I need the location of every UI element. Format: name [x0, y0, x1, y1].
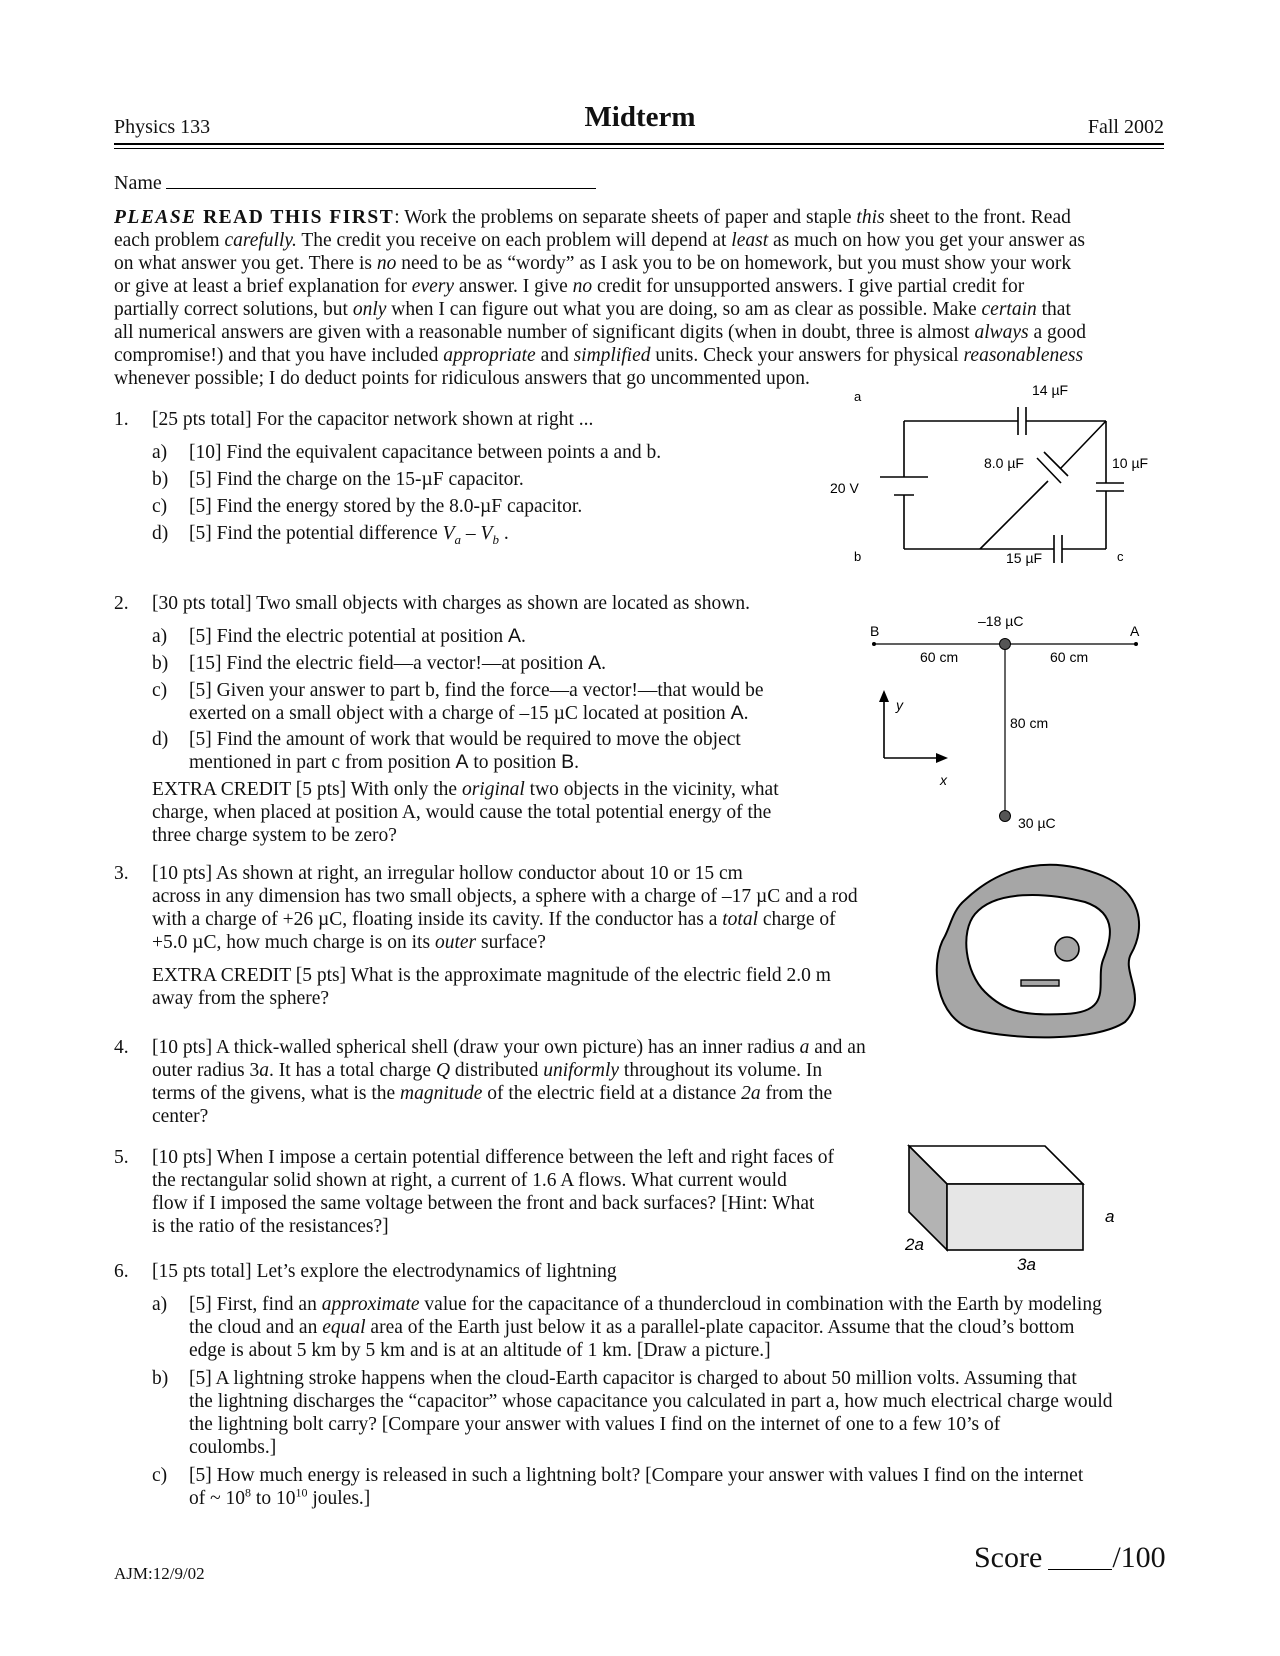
question-number: 4. — [114, 1037, 129, 1058]
question-stem: [25 pts total] For the capacitor network shown at right ... — [152, 409, 594, 430]
please-label: PLEASE READ THIS FIRST — [114, 207, 395, 228]
hollow-conductor-figure — [935, 862, 1155, 1042]
c14-label: 14 µF — [1032, 382, 1069, 398]
question-stem: [30 pts total] Two small objects with charges as shown are located as shown. — [152, 593, 750, 614]
instructions: PLEASE READ THIS FIRST: Work the problems on separate sheets of paper and staple this sheet to the front. Read each problem carefully. The credit you receive on each problem will depend at least as much on how you get your answer as on what answer you get. There is no need to be as “wordy” as I ask you to be on homework, but you must show your work or give at least a brief explanation for every answer. I give no credit for unsupported answers. I give partial credit for partially correct solutions, but only when I can figure out what you are doing, so am as clear as possible. Make certain that all numerical answers are given with a reasonable number of significant digits (when in doubt, three is almost always a good compromise!) and that you have included appropriate and simplified units. Check your answers for physical reasonableness whenever possible; I do deduct points for ridiculous answers that go uncommented upon. — [114, 207, 1087, 389]
distance-1-label: 60 cm — [920, 649, 959, 665]
height-label: a — [1105, 1207, 1115, 1226]
extra-credit-2: EXTRA CREDIT [5 pts] With only the original two objects in the vicinity, what charge, when placed at position A, would cause the total potential energy of the three charge system to be zero? — [152, 779, 779, 846]
axes-icon — [884, 698, 940, 758]
question-text: [10 pts] As shown at right, an irregular hollow conductor about 10 or 15 cm across in any dimension has two small objects, a sphere with a charge of –17 µC and a rod with a charge of +26 µC, floating inside its cavity. If the conductor has a total charge of +5.0 µC, how much charge is on its outer surface? EXTRA CREDIT [5 pts] What is the approximate magnitude of the electric field 2.0 m away from the sphere? — [152, 863, 858, 1009]
position-a-dot — [1134, 642, 1138, 646]
charge-2-dot — [1000, 811, 1011, 822]
c15-label: 15 µF — [1006, 550, 1043, 566]
distance-3-label: 80 cm — [1010, 715, 1049, 731]
header-rule-thin — [114, 148, 1164, 149]
page-title: Midterm — [584, 101, 696, 133]
rod-charge — [1021, 980, 1059, 986]
rectangular-solid-figure — [905, 1140, 1145, 1274]
question-number: 3. — [114, 863, 129, 884]
charge-2-label: 30 µC — [1018, 815, 1056, 831]
position-a-label: A — [1130, 623, 1140, 639]
depth-label: 2a — [905, 1235, 924, 1254]
distance-2-label: 60 cm — [1050, 649, 1089, 665]
document-id: AJM:12/9/02 — [114, 1564, 205, 1583]
term: Fall 2002 — [1087, 116, 1164, 138]
score-blank — [1048, 1546, 1112, 1570]
c10-label: 10 µF — [1112, 455, 1149, 471]
name-field — [114, 170, 596, 195]
score-total: /100 — [1112, 1541, 1166, 1574]
node-c-label: c — [1117, 549, 1124, 564]
charge-1-dot — [1000, 639, 1011, 650]
name-blank — [166, 170, 596, 189]
c8-label: 8.0 µF — [984, 455, 1024, 471]
question-stem: [15 pts total] Let’s explore the electrodynamics of lightning — [152, 1261, 617, 1282]
question-text: [10 pts] When I impose a certain potential difference between the left and right faces of the rectangular solid shown at right, a current of 1.6 A flows. What current would flow if I imposed the same voltage between the front and back surfaces? [Hint: What is the ratio of the resistances?] — [152, 1147, 835, 1237]
question-number: 2. — [114, 593, 129, 614]
battery-label: 20 V — [830, 480, 859, 496]
question-text: [10 pts] A thick-walled spherical shell (draw your own picture) has an inner radius a and an outer radius 3a. It has a total charge Q distributed uniformly throughout its volume. In terms of the givens, what is the magnitude of the electric field at a distance 2a from the center? — [152, 1037, 866, 1127]
charges-figure — [860, 610, 1160, 835]
question-number: 6. — [114, 1261, 129, 1282]
capacitor-network-figure — [830, 382, 1160, 575]
charge-1-label: –18 µC — [978, 613, 1024, 629]
x-axis-label: x — [940, 772, 947, 788]
sphere-charge — [1055, 937, 1079, 961]
score-box — [974, 1541, 1166, 1574]
question-number: 1. — [114, 409, 129, 430]
node-a-label: a — [854, 389, 862, 404]
course-name: Physics 133 — [114, 116, 211, 138]
position-b-dot — [872, 642, 876, 646]
position-b-label: B — [870, 623, 880, 639]
node-b-label: b — [854, 549, 862, 564]
question-number: 5. — [114, 1147, 129, 1168]
header-rule — [114, 143, 1164, 145]
y-axis-label: y — [896, 697, 903, 713]
width-label: 3a — [1017, 1255, 1036, 1274]
name-label: Name — [114, 172, 162, 194]
block-front — [947, 1184, 1083, 1250]
score-label: Score — [974, 1541, 1043, 1574]
